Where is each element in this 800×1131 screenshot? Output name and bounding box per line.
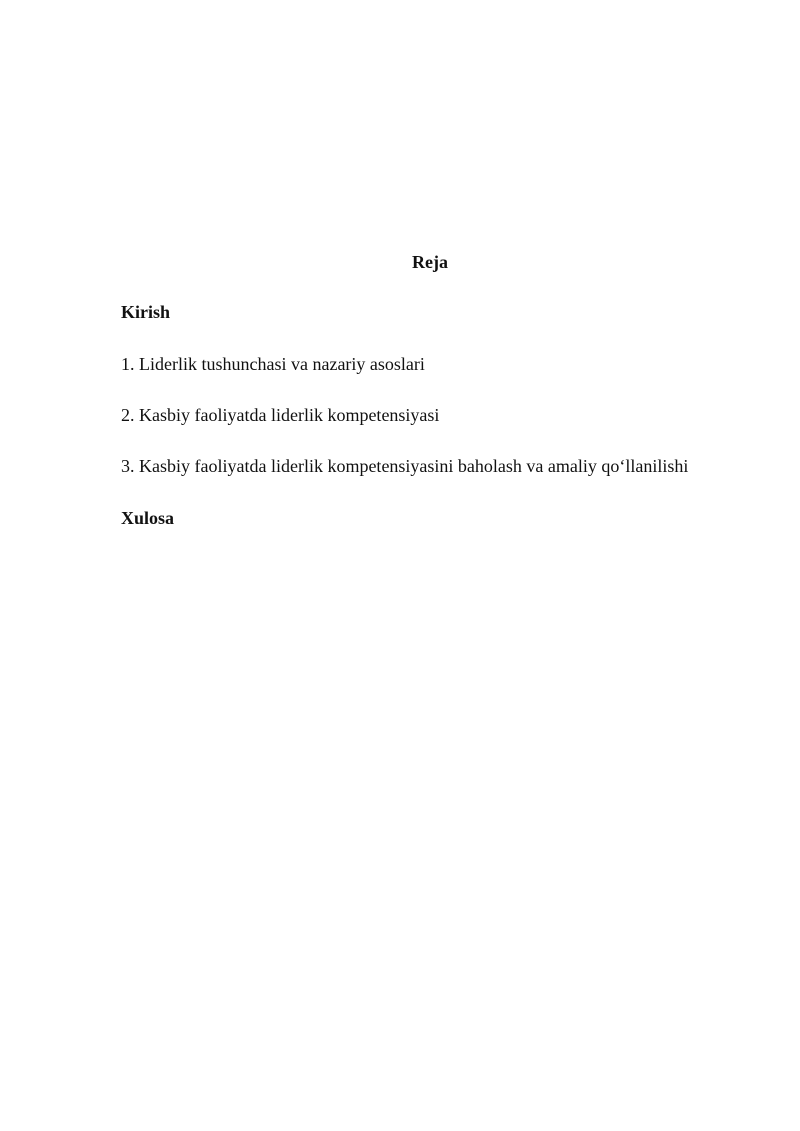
- plan-item-1: 1. Liderlik tushunchasi va nazariy asoslari: [121, 354, 425, 374]
- section-intro: Kirish: [121, 302, 171, 322]
- plan-title: Reja: [412, 252, 448, 272]
- plan-item-3: 3. Kasbiy faoliyatda liderlik kompetensiyasini baholash va amaliy qo‘llanilishi: [121, 456, 689, 476]
- section-conclusion: Xulosa: [121, 508, 175, 528]
- plan-item-2: 2. Kasbiy faoliyatda liderlik kompetensiyasi: [121, 405, 440, 425]
